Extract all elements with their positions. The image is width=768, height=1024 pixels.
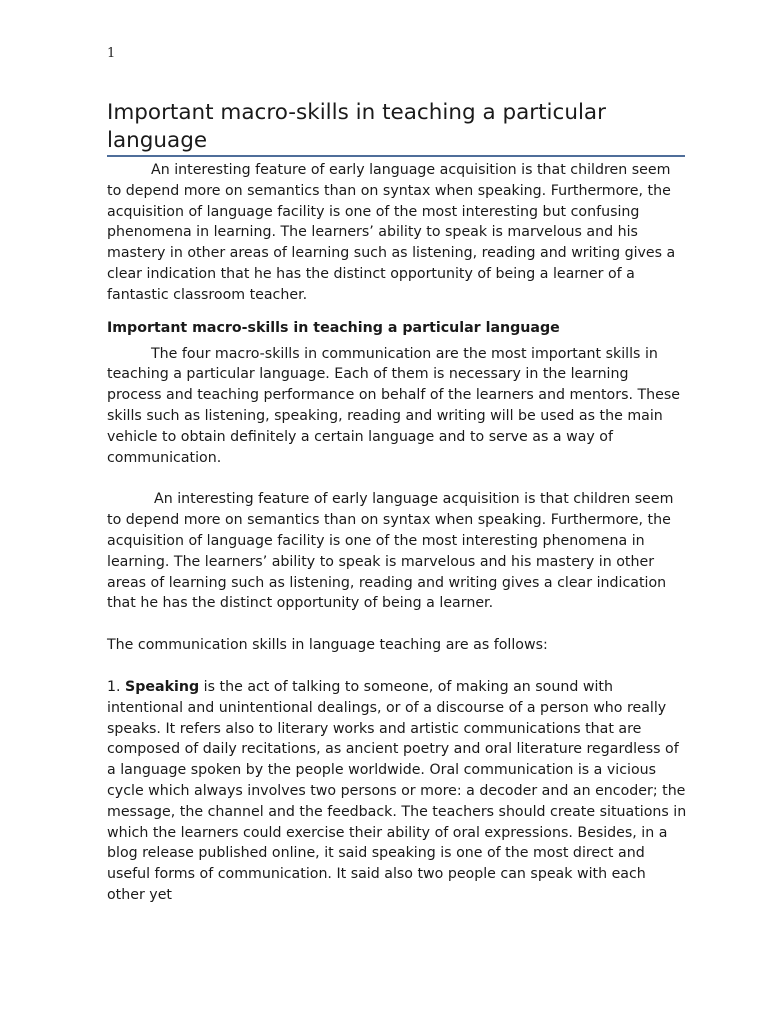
document-body — [107, 160, 687, 906]
skills-list-intro: The communication skills in language teaching are as follows: — [107, 637, 548, 654]
list-item-term: Speaking — [125, 678, 200, 695]
title-underline-rule — [107, 155, 685, 157]
section-heading: Important macro-skills in teaching a particular language — [107, 319, 560, 336]
acquisition-paragraph: An interesting feature of early language acquisition is that children seem to depend more on semantics than on syntax when speaking. Furthermore, the acquisition of language facility is one of the most interesting phenomena in learning. The learners’ ability to speak is marvelous and his mastery in other areas of learning such as listening, reading and writing gives a clear indication that he has the distinct opportunity of being a learner. — [107, 491, 674, 612]
document-title: Important macro-skills in teaching a particular language — [107, 100, 606, 153]
intro-paragraph: An interesting feature of early language acquisition is that children seem to depend more on semantics than on syntax when speaking. Furthermore, the acquisition of language facility is one of the most interesting but confusing phenomena in learning. The learners’ ability to speak is marvelous and his mastery in other areas of learning such as listening, reading and writing gives a clear indication that he has the distinct opportunity of being a learner of a fantastic classroom teacher. — [107, 162, 676, 303]
page-number: 1 — [107, 46, 116, 61]
macro-skills-paragraph: The four macro-skills in communication are the most important skills in teaching a particular language. Each of them is necessary in the learning process and teaching performance on behalf of the learners and mentors. These skills such as listening, speaking, reading and writing will be used as the main vehicle to obtain definitely a certain language and to serve as a way of communication. — [107, 345, 680, 466]
list-item-text: is the act of talking to someone, of making an sound with intentional and unintentional dealings, or of a discourse of a person who really speaks. It refers also to literary works and artistic communications that are composed of daily recitations, as ancient poetry and oral literature regardless of a language spoken by the people worldwide. Oral communication is a vicious cycle which always involves two persons or more: a decoder and an encoder; the message, the channel and the feedback. The teachers should create situations in which the learners could exercise their ability of oral expressions. Besides, in a blog release published online, it said speaking is one of the most direct and useful forms of communication. It said also two people can speak with each other yet — [107, 678, 687, 903]
list-item-speaking — [107, 677, 687, 906]
list-item-number: 1. — [107, 678, 126, 695]
